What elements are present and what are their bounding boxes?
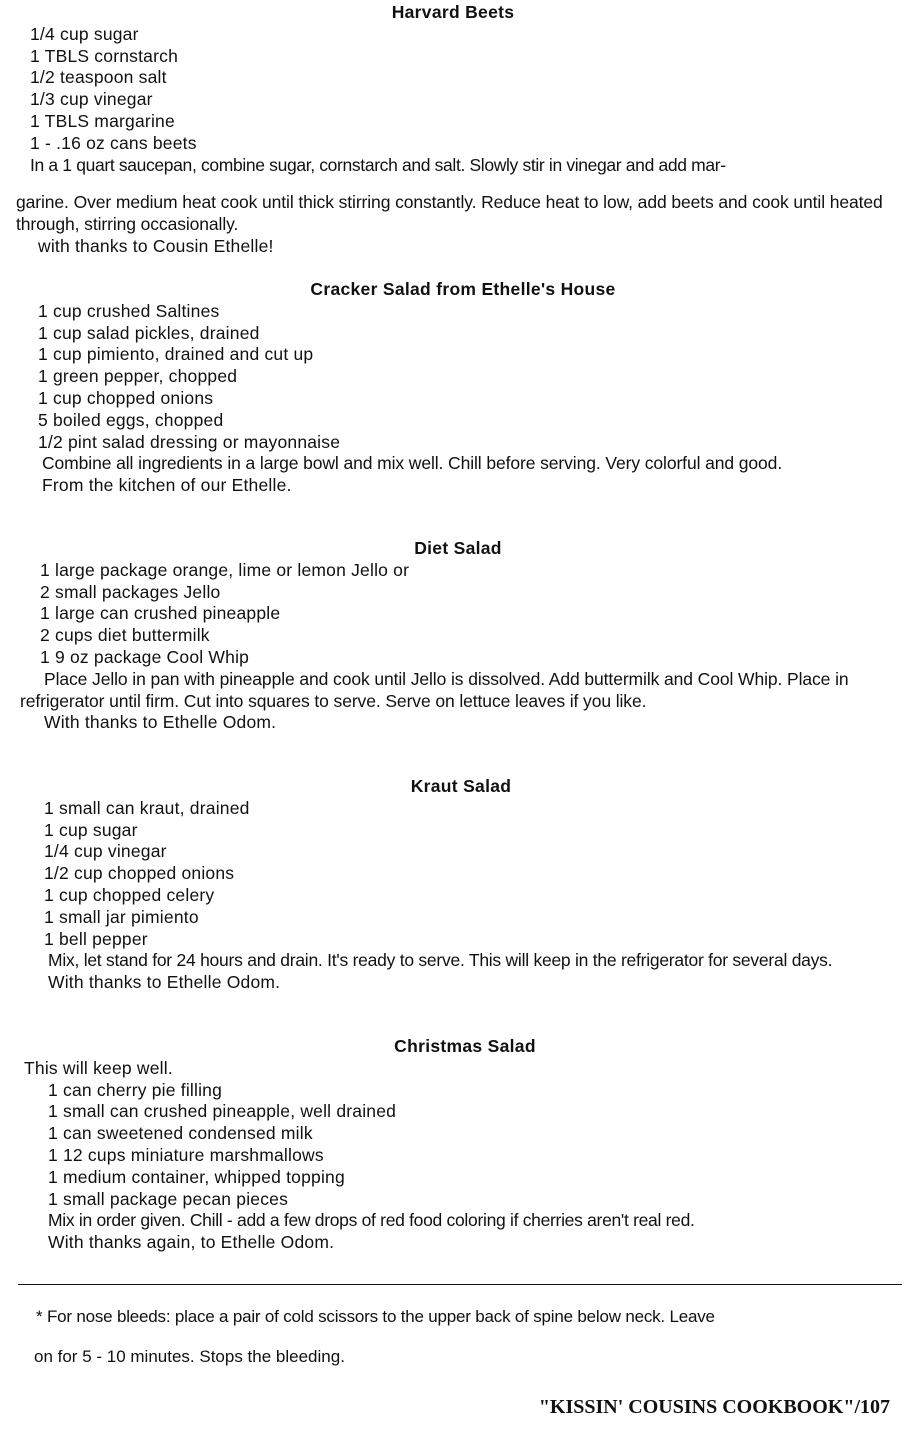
ingredient-line: 1/2 cup chopped onions: [44, 863, 235, 884]
ingredient-line: 2 small packages Jello: [40, 581, 221, 602]
directions-text: garine. Over medium heat cook until thick stirring constantly. Reduce heat to low, add beets and cook until heated through, stirring occasionally.: [16, 192, 883, 235]
footnote-divider: [18, 1284, 902, 1285]
directions-text: Place Jello in pan with pineapple and cook until Jello is dissolved. Add buttermilk and Cool Whip. Place in refrigerator until firm. Cut into squares to serve. Serve on lettuce leaves if you like.: [20, 668, 849, 711]
recipe-title: Cracker Salad from Ethelle's House: [310, 279, 616, 299]
ingredient-line: 1 medium container, whipped topping: [48, 1166, 345, 1187]
ingredient-line: 1 small can crushed pineapple, well drained: [48, 1101, 397, 1122]
ingredient-line: 1 small can kraut, drained: [44, 797, 250, 818]
recipe-title: Kraut Salad: [410, 776, 512, 796]
directions-text: Mix, let stand for 24 hours and drain. It's ready to serve. This will keep in the refrigerator for several days.: [48, 950, 833, 971]
ingredient-line: 1 cup sugar: [44, 819, 138, 840]
recipe-harvard-beets: [0, 2, 906, 258]
ingredient-line: 1/2 teaspoon salt: [30, 67, 167, 88]
ingredient-line: 1/2 pint salad dressing or mayonnaise: [38, 431, 341, 452]
recipe-diet-salad: [0, 538, 906, 734]
directions-text: Mix in order given. Chill - add a few drops of red food coloring if cherries aren't real red.: [48, 1210, 695, 1231]
page-footer: "KISSIN' COUSINS COOKBOOK"/107: [538, 1396, 890, 1418]
ingredient-line: 1 cup crushed Saltines: [38, 300, 220, 321]
ingredient-line: 1 cup salad pickles, drained: [38, 322, 260, 343]
ingredient-line: 1 cup chopped celery: [44, 884, 215, 905]
ingredient-line: 1 cup pimiento, drained and cut up: [38, 344, 314, 365]
credit-text: From the kitchen of our Ethelle.: [42, 475, 292, 496]
ingredient-line: 1 cup chopped onions: [38, 387, 214, 408]
recipe-cracker-salad: [0, 279, 906, 497]
ingredient-line: 2 cups diet buttermilk: [40, 625, 210, 646]
credit-text: With thanks to Ethelle Odom.: [44, 712, 277, 733]
recipe-christmas-salad: [0, 1036, 906, 1254]
recipe-title: Diet Salad: [414, 538, 502, 558]
ingredient-line: 1 large can crushed pineapple: [40, 603, 281, 624]
recipe-title: Harvard Beets: [391, 2, 515, 22]
ingredient-line: 1 can sweetened condensed milk: [48, 1123, 313, 1144]
footnote-line: * For nose bleeds: place a pair of cold scissors to the upper back of spine below neck. Leave: [36, 1307, 715, 1326]
ingredient-line: 1 - .16 oz cans beets: [30, 132, 197, 153]
ingredient-line: 1 can cherry pie filling: [48, 1079, 223, 1100]
ingredient-line: 1 small jar pimiento: [44, 906, 199, 927]
ingredient-line: 1 large package orange, lime or lemon Jello or: [40, 559, 410, 580]
ingredient-line: 1/3 cup vinegar: [30, 89, 153, 110]
directions-text: In a 1 quart saucepan, combine sugar, cornstarch and salt. Slowly stir in vinegar and add mar-: [30, 154, 726, 175]
ingredient-line: 1 TBLS cornstarch: [30, 45, 179, 66]
recipe-title: Christmas Salad: [394, 1036, 536, 1056]
directions-text: Combine all ingredients in a large bowl and mix well. Chill before serving. Very colorful and good.: [42, 453, 783, 474]
credit-text: With thanks again, to Ethelle Odom.: [48, 1232, 335, 1253]
ingredient-line: 1 9 oz package Cool Whip: [40, 646, 250, 667]
recipe-kraut-salad: [0, 776, 906, 994]
ingredient-line: 1 TBLS margarine: [30, 110, 175, 131]
recipe-intro: This will keep well.: [24, 1057, 173, 1078]
ingredient-line: 1 small package pecan pieces: [48, 1188, 289, 1209]
ingredient-line: 1/4 cup vinegar: [44, 841, 167, 862]
credit-text: With thanks to Ethelle Odom.: [48, 972, 281, 993]
footnote-line: on for 5 - 10 minutes. Stops the bleeding.: [34, 1347, 345, 1366]
credit-text: with thanks to Cousin Ethelle!: [38, 235, 274, 256]
ingredient-line: 1 bell pepper: [44, 928, 148, 949]
ingredient-line: 1 green pepper, chopped: [38, 366, 238, 387]
ingredient-line: 5 boiled eggs, chopped: [38, 409, 224, 430]
ingredient-line: 1 12 cups miniature marshmallows: [48, 1144, 324, 1165]
ingredient-line: 1/4 cup sugar: [30, 23, 139, 44]
